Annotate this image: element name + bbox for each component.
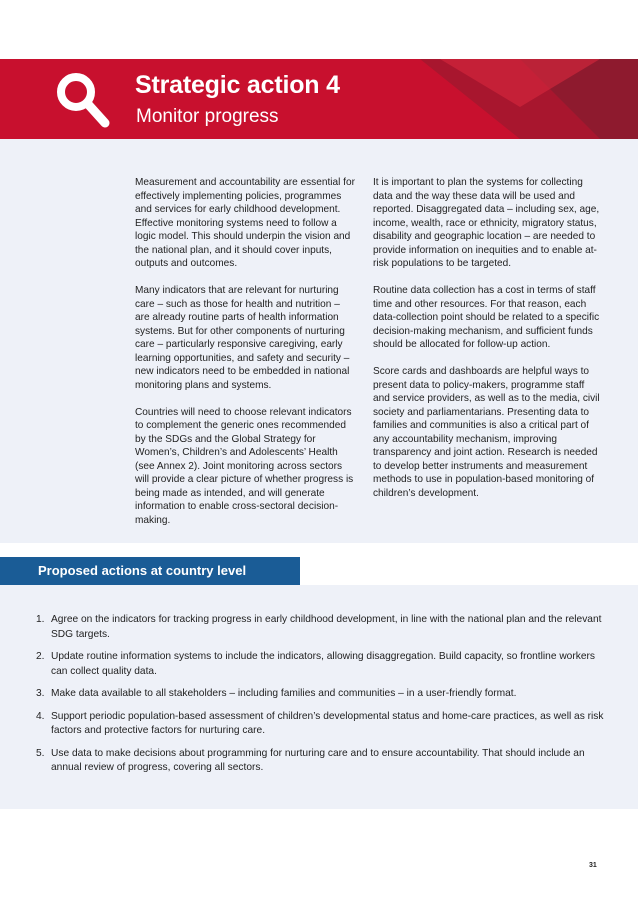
paragraph: It is important to plan the systems for collecting data and the way these data will be used and reported. Disaggregated data – including sex, age, income, wealth, race or ethnicity, migratory status, disability and geographic location – are needed to provide information on inequities and to enable at-risk populations to be targeted.	[373, 177, 600, 269]
paragraph: Measurement and accountability are essential for effectively implementing policies, programmes and services for early childhood development. Effective monitoring systems need to follow a logic model. This should underpin the vision and the national plan, and it should cover inputs, outputs and outcomes.	[135, 177, 355, 269]
item-number: 5.	[36, 747, 45, 759]
item-number: 3.	[36, 688, 45, 699]
actions-list	[36, 613, 606, 784]
paragraph: Countries will need to choose relevant indicators to complement the generic ones recommended by the SDGs and the Global Strategy for Women’s, Children’s and Adolescents’ Health (see Annex 2). Joint monitoring across sectors will provide a clear picture of whether progress is being made as intended, and will generate information to enable cross-sectoral decision-making.	[135, 406, 354, 526]
list-item	[36, 710, 606, 739]
item-number: 4.	[36, 710, 45, 722]
proposed-actions-box	[0, 585, 638, 809]
list-item	[36, 687, 606, 702]
page-title: Strategic action 4	[135, 71, 340, 99]
section-banner	[0, 59, 638, 139]
list-item	[36, 613, 606, 642]
item-number: 2.	[36, 651, 45, 662]
item-text: Make data available to all stakeholders – including families and communities – in a user-friendly format.	[51, 688, 517, 699]
paragraph: Many indicators that are relevant for nurturing care – such as those for health and nutrition – are already routine parts of health information systems. But for other components of nurturing care – particularly responsive caregiving, early learning opportunities, and safety and security – new indicators need to be embedded in national monitoring plans and systems.	[135, 285, 350, 391]
item-text: Support periodic population-based assessment of children’s developmental status and home-care practices, as well as risk factors and protective factors for nurturing care.	[51, 710, 604, 736]
magnifier-icon	[52, 68, 112, 130]
page-subtitle: Monitor progress	[136, 106, 279, 127]
paragraph: Score cards and dashboards are helpful ways to present data to policy-makers, programme staff and service providers, as well as to the media, civil society and parliamentarians. Presenting data to families and communities is also a critical part of any accountability mechanism, improving transparency and joint action. Research is needed to develop better instruments and measurement methods to use in population-based monitoring of children’s development.	[373, 366, 600, 499]
item-number: 1.	[36, 614, 45, 625]
paragraph: Routine data collection has a cost in terms of staff time and other resources. For that reason, each data-collection point should be related to a specific decision-making mechanism, and sufficient funds should be allocated for follow-up action.	[373, 285, 600, 350]
list-item	[36, 650, 606, 679]
list-item	[36, 747, 606, 776]
page-number: 31	[589, 862, 597, 869]
proposed-actions-heading: Proposed actions at country level	[0, 557, 300, 585]
intro-left-column	[135, 176, 357, 541]
item-text: Agree on the indicators for tracking progress in early childhood development, in line with the national plan and the relevant SDG targets.	[51, 614, 602, 640]
item-text: Update routine information systems to include the indicators, allowing disaggregation. Build capacity, so frontline workers can collect quality data.	[51, 651, 595, 677]
item-text: Use data to make decisions about programming for nurturing care and to ensure accountability. That should include an annual review of progress, covering all sectors.	[51, 747, 585, 773]
intro-right-column	[373, 176, 601, 514]
